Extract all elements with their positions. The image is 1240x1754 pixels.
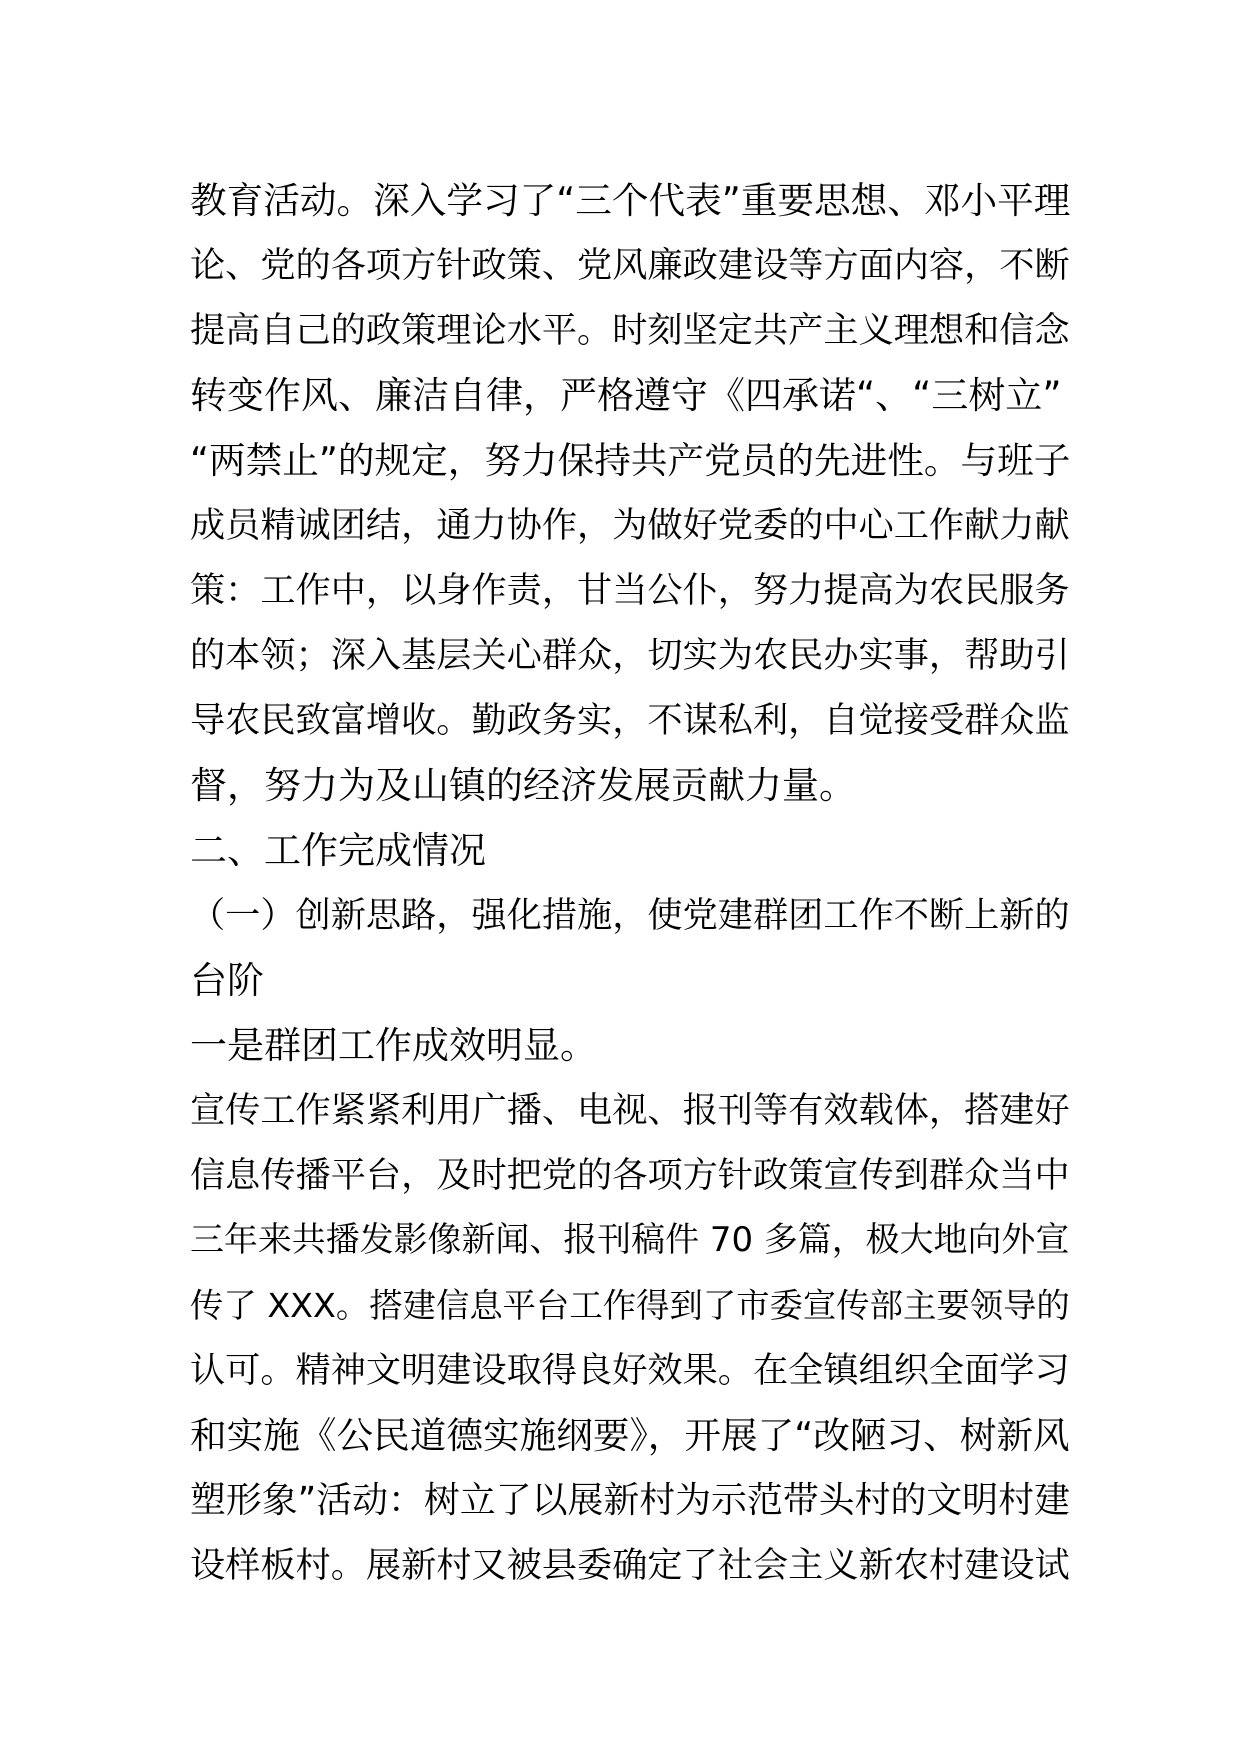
section-heading: 二、工作完成情况	[190, 829, 486, 872]
text-line: 信息传播平台，及时把党的各项方针政策宣传到群众当中	[190, 1155, 1070, 1196]
text-line: “两禁止”的规定，努力保持共产党员的先进性。与班子	[190, 439, 1071, 482]
text-line: 导农民致富增收。勤政务实，不谋私利，自觉接受群众监	[190, 700, 1070, 741]
text-line: 认可。精神文明建设取得良好效果。在全镇组织全面学习	[190, 1350, 1070, 1391]
text-line: 三年来共播发影像新闻、报刊稿件 70 多篇，极大地向外宣	[190, 1220, 1070, 1260]
text-line: 和实施《公民道德实施纲要》，开展了“改陋习、树新风	[190, 1414, 1070, 1457]
text-line: 传了 XXX。搭建信息平台工作得到了市委宣传部主要领导的	[190, 1286, 1070, 1325]
text-line: 宣传工作紧紧利用广播、电视、报刊等有效载体，搭建好	[190, 1090, 1070, 1131]
text-line: 塑形象”活动：树立了以展新村为示范带头村的文明村建	[190, 1480, 1070, 1521]
subsection-heading: （一）创新思路，强化措施，使党建群团工作不断上新的	[190, 895, 1070, 936]
text-line: 的本领；深入基层关心群众，切实为农民办实事，帮助引	[190, 635, 1070, 676]
text-line: 提高自己的政策理论水平。时刻坚定共产主义理想和信念	[190, 310, 1070, 351]
item-heading: 一是群团工作成效明显。	[190, 1024, 597, 1067]
text-line: 论、党的各项方针政策、党风廉政建设等方面内容，不断	[190, 245, 1070, 286]
text-line: 督，努力为及山镇的经济发展贡献力量。	[190, 764, 856, 807]
text-line: 设样板村。展新村又被县委确定了社会主义新农村建设试	[190, 1545, 1070, 1586]
text-line: 教育活动。深入学习了“三个代表”重要思想、邓小平理	[190, 179, 1071, 222]
text-line: 成员精诚团结，通力协作，为做好党委的中心工作献力献	[190, 505, 1070, 546]
text-line: 策：工作中，以身作责，甘当公仆，努力提高为农民服务	[190, 570, 1070, 611]
subsection-heading-continued: 台阶	[190, 959, 264, 1002]
text-line: 转变作风、廉洁自律，严格遵守《四承诺“、“三树立”	[190, 374, 1062, 417]
body-text	[190, 168, 1070, 1598]
